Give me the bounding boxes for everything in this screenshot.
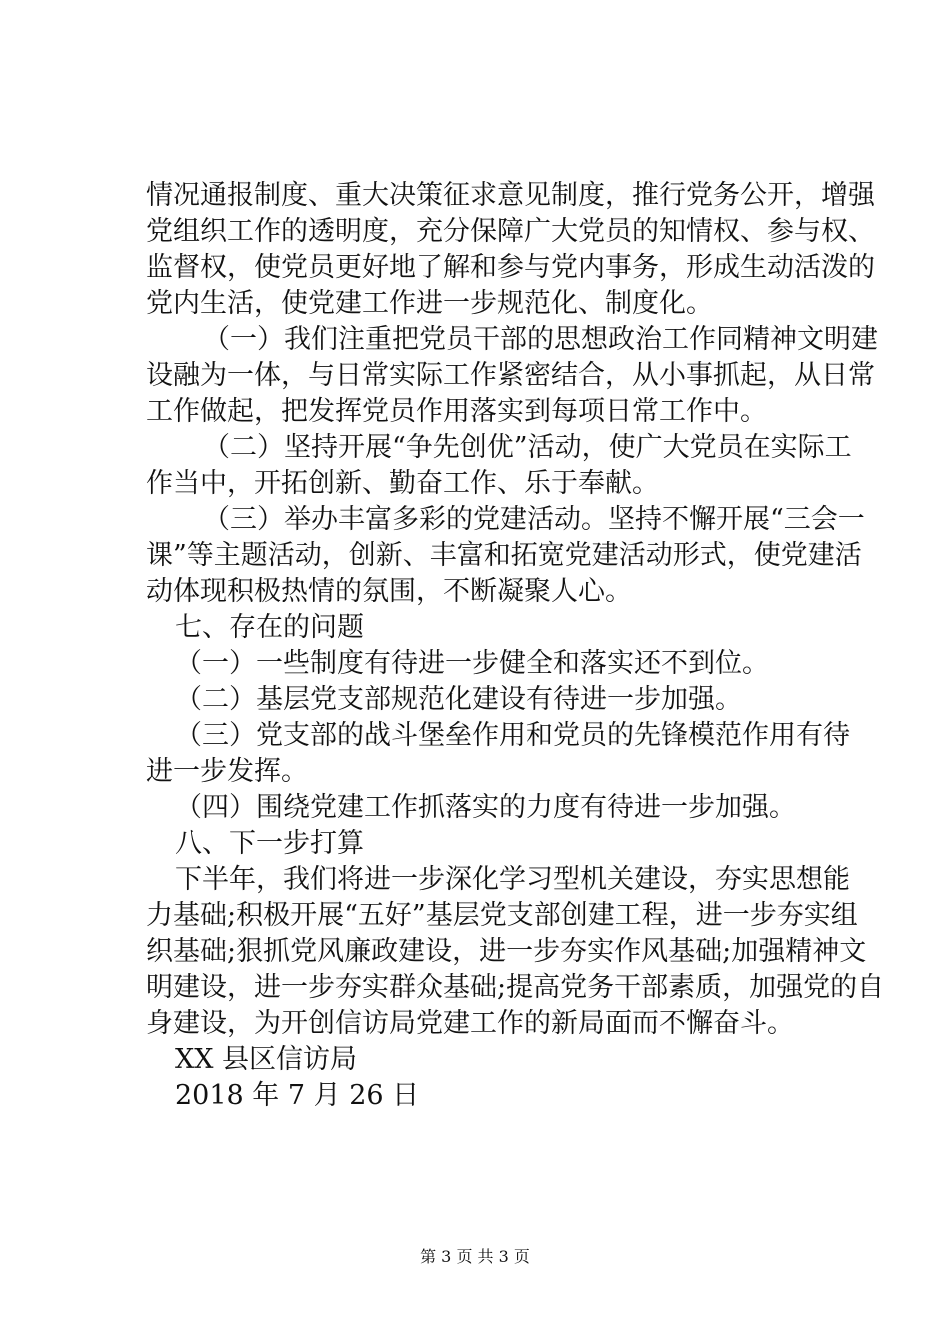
paragraph-line: （一）我们注重把党员干部的思想政治工作同精神文明建 [203, 324, 878, 355]
paragraph-line: 下半年，我们将进一步深化学习型机关建设，夯实思想能 [175, 864, 850, 895]
paragraph-line: 身建设，为开创信访局党建工作的新局面而不懈奋斗。 [146, 1008, 794, 1039]
paragraph-line: 动体现积极热情的氛围，不断凝聚人心。 [146, 576, 632, 607]
paragraph-line: （一）一些制度有待进一步健全和落实还不到位。 [175, 648, 769, 679]
section-heading: 八、下一步打算 [175, 828, 364, 859]
paragraph-line: 课”等主题活动，创新、丰富和拓宽党建活动形式，使党建活 [146, 540, 862, 571]
paragraph-line: 监督权，使党员更好地了解和参与党内事务，形成生动活泼的 [146, 252, 875, 283]
signature-org: XX 县区信访局 [175, 1044, 358, 1075]
paragraph-line: 工作做起，把发挥党员作用落实到每项日常工作中。 [146, 396, 767, 427]
paragraph-line: 情况通报制度、重大决策征求意见制度，推行党务公开，增强 [146, 180, 875, 211]
paragraph-line: 作当中，开拓创新、勤奋工作、乐于奉献。 [146, 468, 659, 499]
section-heading: 七、存在的问题 [175, 612, 364, 643]
page-number: 第 3 页 共 3 页 [420, 1247, 530, 1266]
paragraph-line: （三）党支部的战斗堡垒作用和党员的先锋模范作用有待 [175, 720, 850, 751]
paragraph-line: 设融为一体，与日常实际工作紧密结合，从小事抓起，从日常 [146, 360, 875, 391]
paragraph-line: （二）坚持开展“争先创优”活动，使广大党员在实际工 [203, 432, 852, 463]
paragraph-line: （三）举办丰富多彩的党建活动。坚持不懈开展“三会一 [203, 504, 865, 535]
paragraph-line: （四）围绕党建工作抓落实的力度有待进一步加强。 [175, 792, 796, 823]
paragraph-line: （二）基层党支部规范化建设有待进一步加强。 [175, 684, 742, 715]
signature-date: 2018 年 7 月 26 日 [175, 1080, 420, 1111]
paragraph-line: 进一步发挥。 [146, 756, 308, 787]
paragraph-line: 明建设，进一步夯实群众基础;提高党务干部素质，加强党的自 [146, 972, 885, 1003]
paragraph-line: 党内生活，使党建工作进一步规范化、制度化。 [146, 288, 713, 319]
paragraph-line: 力基础;积极开展“五好”基层党支部创建工程，进一步夯实组 [146, 900, 858, 931]
paragraph-line: 织基础;狠抓党风廉政建设，进一步夯实作风基础;加强精神文 [146, 936, 867, 967]
paragraph-line: 党组织工作的透明度，充分保障广大党员的知情权、参与权、 [146, 216, 875, 247]
